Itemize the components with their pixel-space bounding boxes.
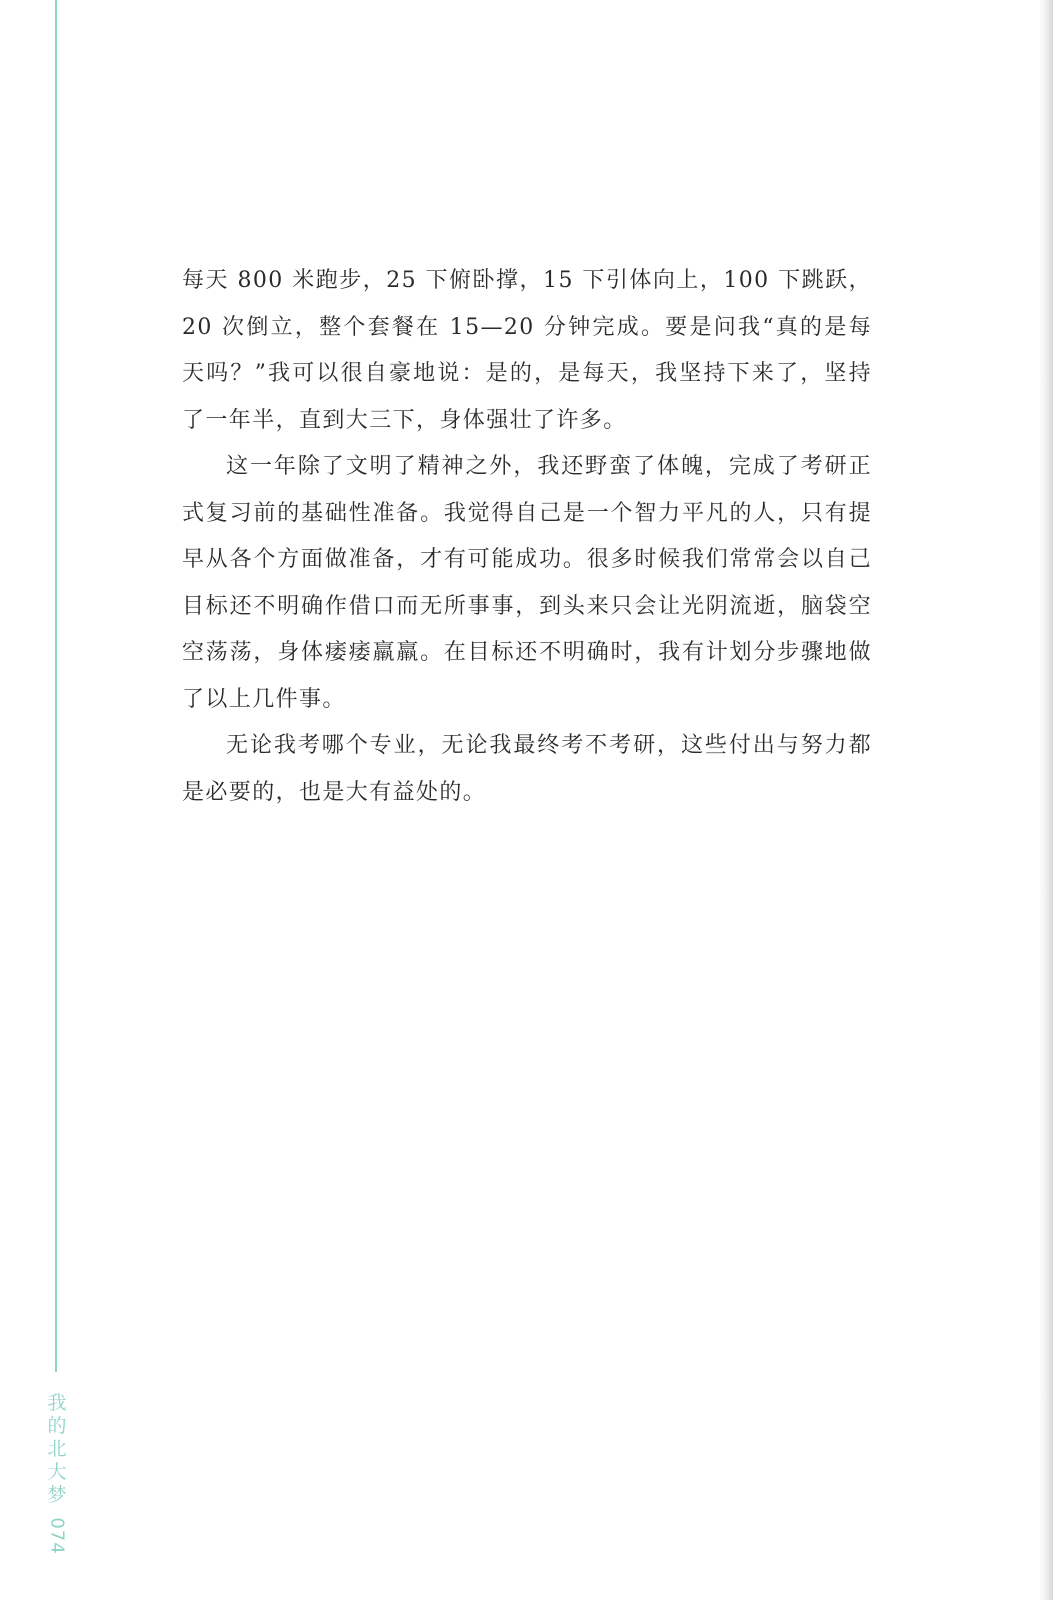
paragraph: 这一年除了文明了精神之外，我还野蛮了体魄，完成了考研正式复习前的基础性准备。我觉得自己是一个智力平凡的人，只有提早从各个方面做准备，才有可能成功。很多时候我们常常会以自己目标还不明确作借口而无所事事，到头来只会让光阴流逝，脑袋空空荡荡，身体痿痿羸羸。在目标还不明确时，我有计划分步骤地做了以上几件事。 bbox=[182, 454, 872, 712]
running-title: 我的北大梦 bbox=[47, 1392, 67, 1506]
page-number-text: 074 bbox=[46, 1517, 68, 1555]
page-edge-shadow bbox=[1039, 0, 1053, 1600]
margin-rule bbox=[55, 0, 57, 1372]
paragraph: 无论我考哪个专业，无论我最终考不考研，这些付出与努力都是必要的，也是大有益处的。 bbox=[182, 733, 872, 805]
page-number bbox=[45, 1506, 69, 1566]
paragraph-continued: 每天 800 米跑步，25 下俯卧撑，15 下引体向上，100 下跳跃，20 次倒立，整个套餐在 15—20 分钟完成。要是问我“真的是每天吗？”我可以很自豪地说：是的，是每天，我坚持下来了，坚持了一年半，直到大三下，身体强壮了许多。 bbox=[182, 268, 872, 433]
body-text bbox=[182, 258, 872, 816]
